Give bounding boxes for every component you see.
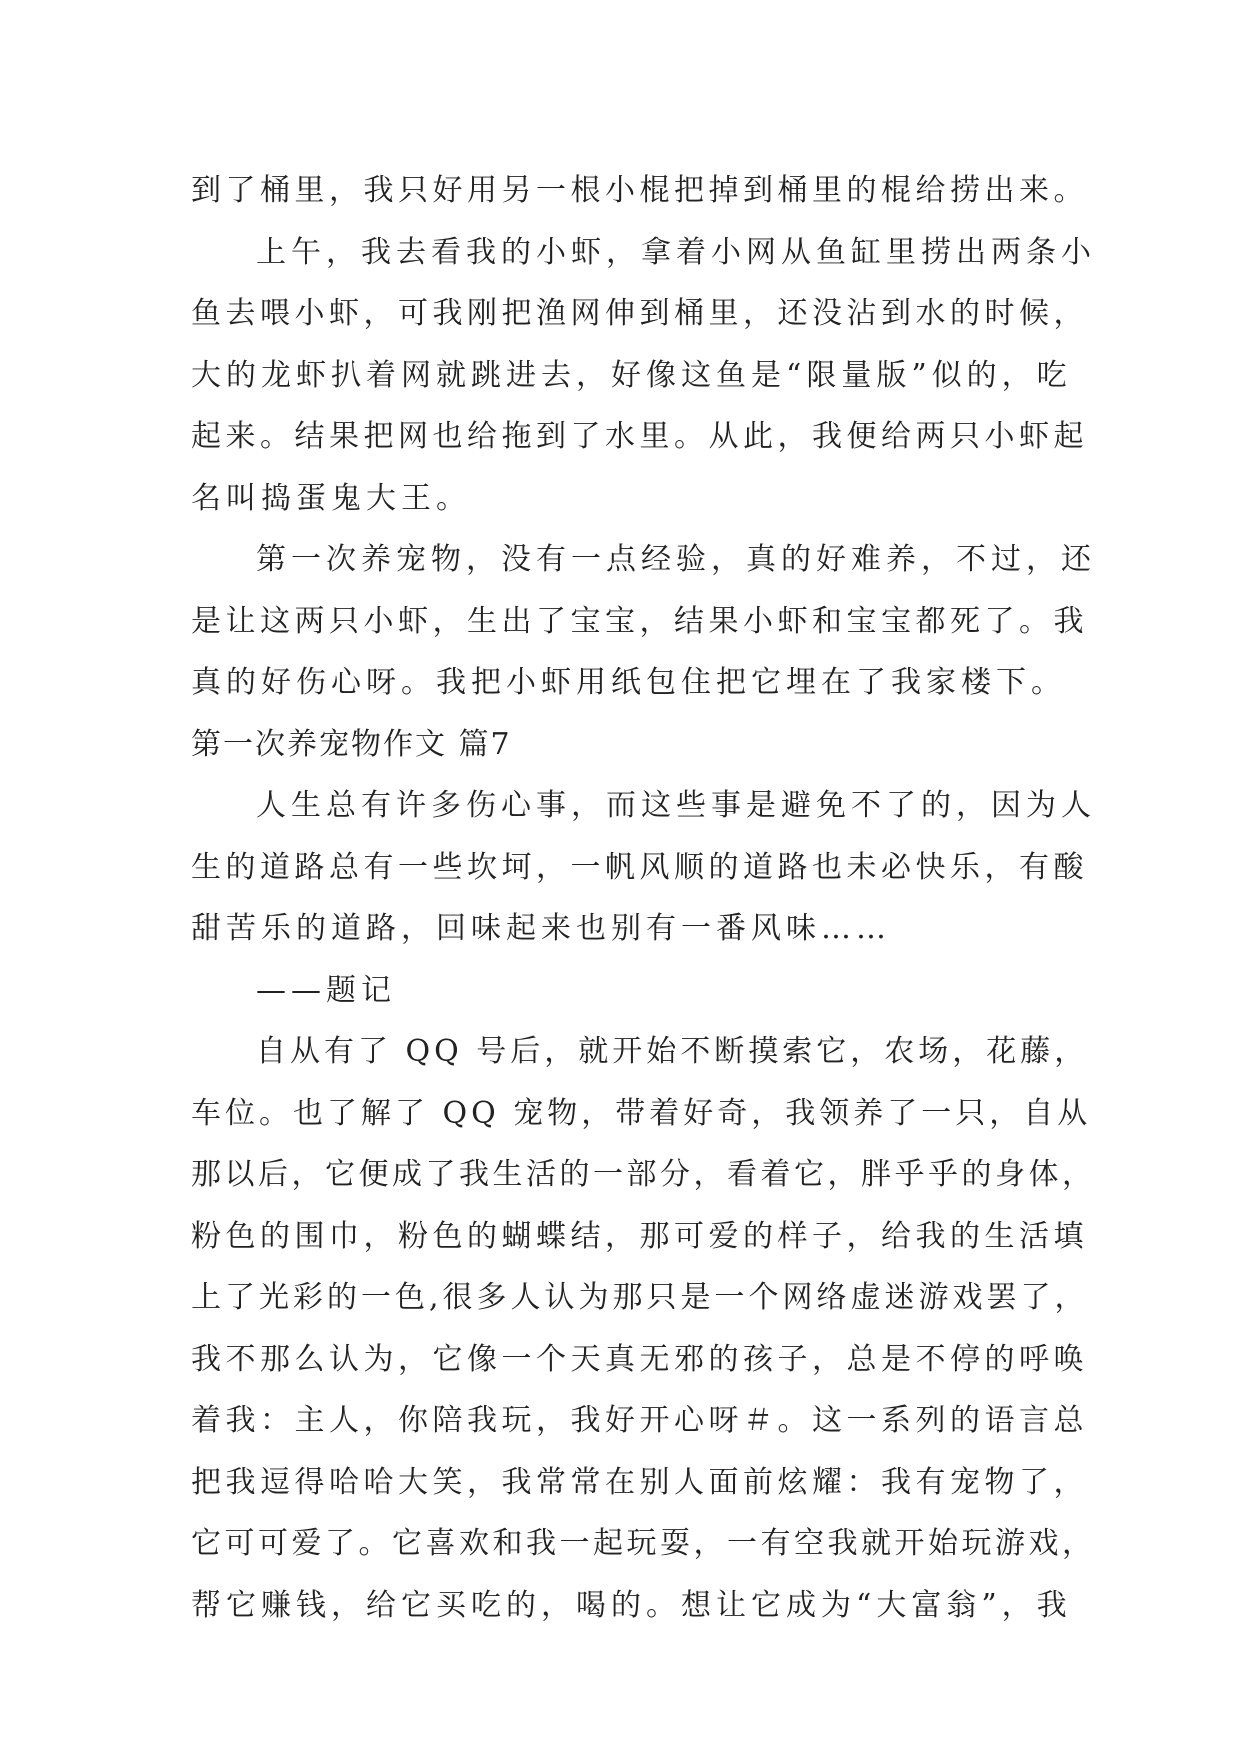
text-line: 大的龙虾扒着网就跳进去，好像这鱼是“限量版”似的，吃: [191, 357, 1072, 393]
text-line: 鱼去喂小虾，可我刚把渔网伸到桶里，还没沾到水的时候，: [191, 296, 1088, 331]
text-line: 我不那么认为，它像一个天真无邪的孩子，总是不停的呼唤: [191, 1341, 1088, 1377]
text-line: 帮它赚钱，给它买吃的，喝的。想让它成为“大富翁”，我: [191, 1587, 1072, 1623]
text-line: 甜苦乐的道路，回味起来也别有一番风味……: [191, 911, 891, 946]
text-line: 那以后，它便成了我生活的一部分，看着它，胖乎乎的身体，: [191, 1157, 1096, 1192]
text-line: ——题记: [256, 972, 396, 1008]
text-line: 粉色的围巾，粉色的蝴蝶结，那可爱的样子，给我的生活填: [191, 1218, 1088, 1254]
text-line: 车位。也了解了 QQ 宠物，带着好奇，我领养了一只，自从: [191, 1095, 1092, 1131]
text-line: 上了光彩的一色,很多人认为那只是一个网络虚迷游戏罢了，: [191, 1280, 1089, 1315]
text-line: 真的好伤心呀。我把小虾用纸包住把它埋在了我家楼下。: [191, 665, 1066, 700]
text-line: 着我：主人，你陪我玩，我好开心呀＃。这一系列的语言总: [191, 1403, 1088, 1438]
text-line: 它可可爱了。它喜欢和我一起玩耍，一有空我就开始玩游戏，: [191, 1526, 1096, 1561]
text-line: 自从有了 QQ 号后，就开始不断摸索它，农场，花藤，: [256, 1034, 1089, 1069]
section-heading: 第一次养宠物作文 篇7: [191, 726, 512, 762]
text-line: 名叫捣蛋鬼大王。: [191, 480, 471, 516]
text-line: 起来。结果把网也给拖到了水里。从此，我便给两只小虾起: [191, 419, 1088, 454]
text-line: 是让这两只小虾，生出了宝宝，结果小虾和宝宝都死了。我: [191, 603, 1088, 639]
text-line: 生的道路总有一些坎坷，一帆风顺的道路也未必快乐，有酸: [191, 849, 1088, 885]
text-line: 第一次养宠物，没有一点经验，真的好难养，不过，还: [256, 542, 1096, 577]
text-line: 上午，我去看我的小虾，拿着小网从鱼缸里捞出两条小: [256, 234, 1096, 270]
document-body: [191, 160, 1096, 1636]
text-line: 到了桶里，我只好用另一根小棍把掉到桶里的棍给捞出来。: [191, 173, 1088, 208]
text-line: 人生总有许多伤心事，而这些事是避免不了的，因为人: [256, 788, 1096, 823]
text-line: 把我逗得哈哈大笑，我常常在别人面前炫耀：我有宠物了，: [191, 1464, 1088, 1500]
